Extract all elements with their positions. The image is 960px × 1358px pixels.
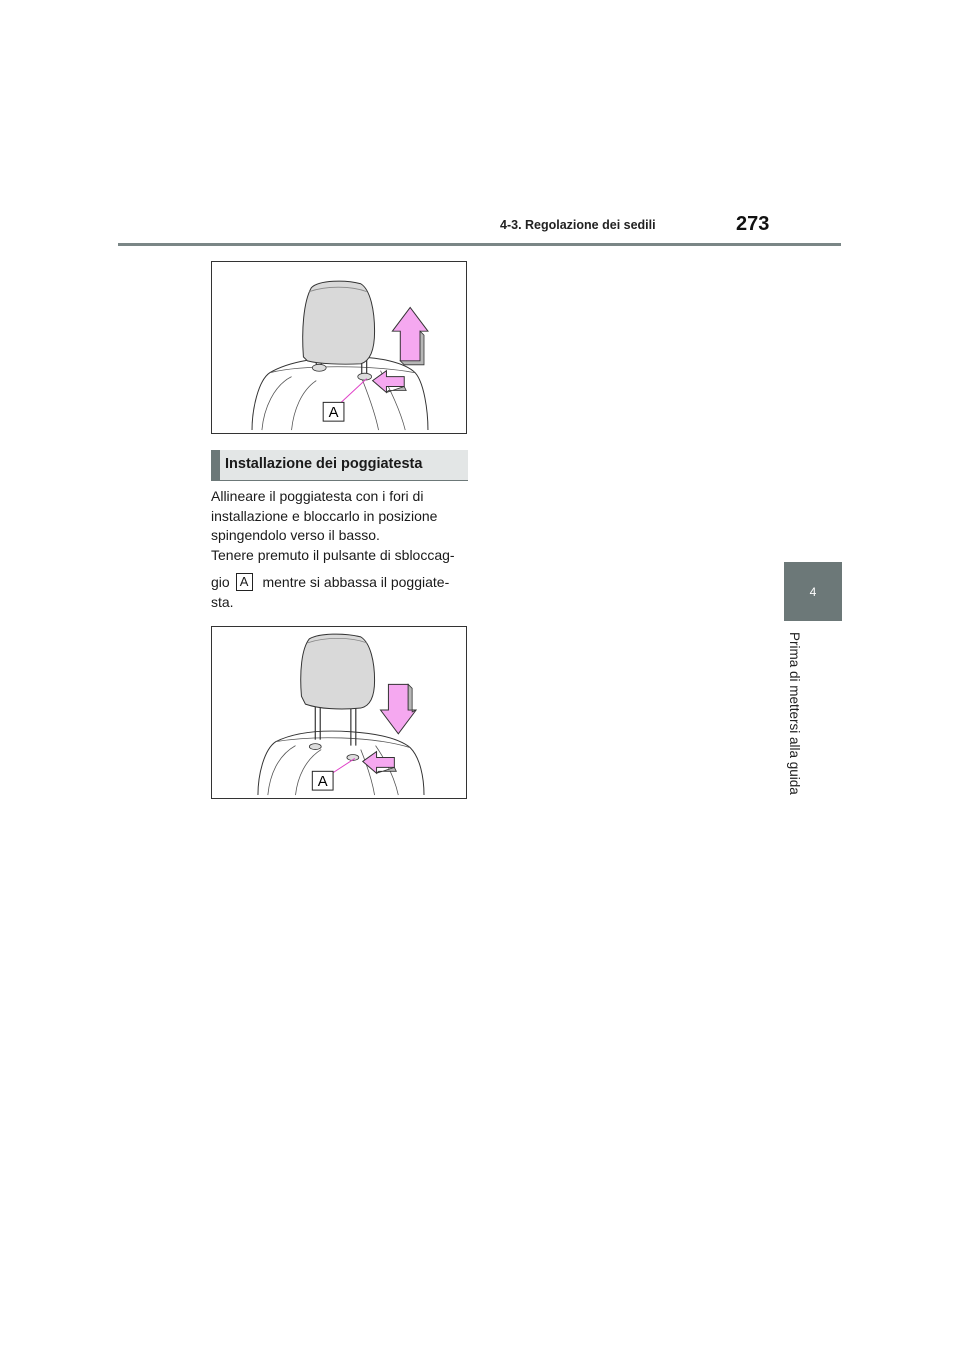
- chapter-title: Prima di mettersi alla guida: [787, 632, 802, 795]
- paragraph2-start: Tenere premuto il pulsante di sbloccag-: [211, 546, 455, 563]
- paragraph2-tail: sta.: [211, 593, 234, 610]
- page-number: 273: [736, 213, 770, 235]
- section-heading: Installazione dei poggiatesta: [211, 450, 468, 481]
- body-text: [211, 487, 473, 612]
- headrest-down-drawing: [212, 627, 466, 798]
- paragraph-align-headrest: Allineare il poggiatesta con i fori di installazione e bloccarlo in posizione spingendolo verso il basso.: [211, 488, 438, 543]
- figure-bottom-label: A: [317, 774, 328, 791]
- release-button-label-box: A: [236, 573, 253, 591]
- illustration-raise-headrest: [211, 261, 467, 434]
- paragraph-hold-release: [211, 546, 473, 613]
- chapter-tab: 4: [784, 562, 842, 621]
- figure-top-label: A: [328, 405, 339, 422]
- illustration-lower-headrest: [211, 626, 467, 799]
- paragraph2-end: mentre si abbassa il poggiate-: [262, 574, 450, 590]
- headrest-up-drawing: [212, 262, 466, 433]
- header-section-title: 4-3. Regolazione dei sedili: [500, 218, 656, 232]
- paragraph2-gio: gio: [211, 574, 230, 590]
- header-rule: [118, 243, 841, 246]
